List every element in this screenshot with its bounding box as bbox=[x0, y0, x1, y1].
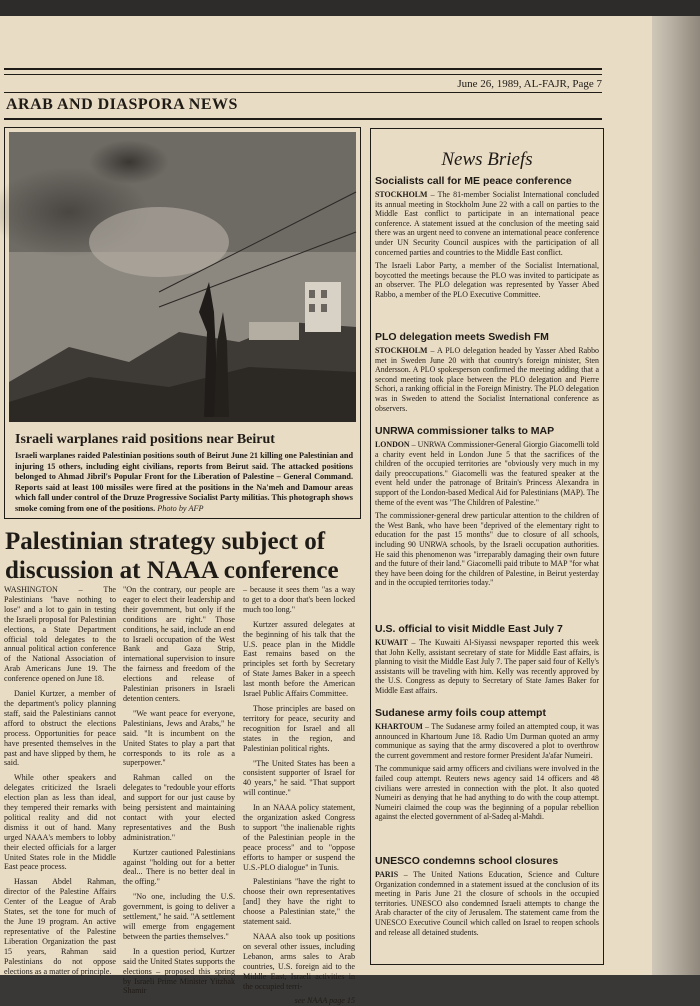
paragraph: While other speakers and delegates criticized the Israeli election plan as less than ideal, they tempered their remarks with political reality and did not dismiss it out of hand. Many urged NAAA's members to lobby their elected officials for a larger United States role in the Middle East peace process. bbox=[4, 773, 116, 872]
brief-unrwa bbox=[375, 425, 599, 592]
brief-paragraph: The commissioner-general drew particular attention to the children of the West Bank, who have been "deprived of the elementary right to education for the past 15 months" due to closure of all schools, including 90 UNRWA schools, by the Israeli occupation authorities. He said this phenomenon was "irreparably damaging their own future and the future of their land." Giacomelli paid tribute to MAP "for what they have been doing for the children of Palestine, in Beirut yesterday and in the occupied territories today." bbox=[375, 511, 599, 588]
brief-unesco bbox=[375, 855, 599, 941]
photo-caption bbox=[15, 451, 353, 515]
article-headline: Palestinian strategy subject of discussion at NAAA conference bbox=[5, 528, 339, 584]
paragraph: Kurtzer cautioned Palestinians against "holding out for a better deal... There is no better deal in the offing." bbox=[123, 847, 235, 887]
paragraph: "The United States has been a consistent supporter of Israel for 40 years," he said. "That support will continue." bbox=[243, 758, 355, 798]
brief-headline: U.S. official to visit Middle East July 7 bbox=[375, 623, 563, 635]
brief-dateline: STOCKHOLM bbox=[375, 190, 428, 199]
brief-plo-swedish-fm bbox=[375, 331, 599, 417]
section-rule bbox=[4, 118, 602, 120]
paragraph: In an NAAA policy statement, the organization asked Congress to support "the inalienable rights of the Palestinian people in the peace process" and to "oppose efforts to hamper or suspend the U.S.-PLO dialogue" in Tunis. bbox=[243, 803, 355, 872]
photo-caption-text: Israeli warplanes raided Palestinian positions south of Beirut June 21 killing one Palestinian and injuring 15 others, including eight civilians, reports from Beirut said. The attacked positions belonged to Ahmad Jibril's Popular Front for the Liberation of Palestine – General Command. Reports said at least 100 missiles were fired at the positions in the Na'meh and Damour areas which fall under control of the Druze Progressive Socialist Party militias. This photograph shows smoke coming from one of the positions. bbox=[15, 451, 353, 513]
paragraph: "We want peace for everyone, Palestinians, Jews and Arabs," he said. "It is incumbent on the United States to play a part that corresponds to its role as a superpower." bbox=[123, 708, 235, 768]
dateline: June 26, 1989, AL-FAJR, Page 7 bbox=[457, 78, 602, 90]
top-rule-thin bbox=[4, 74, 602, 75]
brief-headline: Sudanese army foils coup attempt bbox=[375, 707, 546, 719]
brief-dateline: PARIS bbox=[375, 870, 399, 879]
brief-headline: UNESCO condemns school closures bbox=[375, 855, 559, 867]
brief-headline: PLO delegation meets Swedish FM bbox=[375, 331, 549, 343]
paragraph: "No one, including the U.S. government, is going to deliver a settlement," he said. "A settlement will emerge from engagement between the parties themselves." bbox=[123, 892, 235, 941]
brief-headline: Socialists call for ME peace conference bbox=[375, 175, 572, 187]
paragraph: "On the contrary, our people are eager to elect their leadership and their government, but only if the conditions are right." Those conditions, he said, include an end to Israeli occupation of the West Bank and Gaza Strip, international supervision to insure the fairness and freedom of the elections and release of Palestinian prisoners in Israeli detention centers. bbox=[123, 585, 235, 703]
brief-text: – A PLO delegation headed by Yasser Abed Rabbo met in Sweden June 20 with that country's foreign minister, Sten Andersson. A PLO spokesperson confirmed the meeting adding that a second meeting took place between the PLO delegation and Pierre Schori, a ranking official in the Foreign Ministry. The PLO delegation was in Sweden to attend the Socialist International conference as observers. bbox=[375, 346, 599, 413]
brief-paragraph: The Israeli Labor Party, a member of the Socialist International, boycotted the meetings because the PLO was invited to participate as an observer. The PLO delegation was represented by Yasser Abed Rabbo, a member of the PLO Executive Committee. bbox=[375, 261, 599, 299]
brief-paragraph bbox=[375, 190, 599, 257]
paragraph: Palestinians "have the right to choose their own representatives [and] they have the right to choose a Palestinian state," the statement said. bbox=[243, 877, 355, 927]
brief-paragraph bbox=[375, 638, 599, 696]
brief-socialists bbox=[375, 175, 599, 304]
brief-text: – The United Nations Education, Science and Culture Organization condemned in a statement issued at the conclusion of its meeting in Paris June 21 the closure of schools in the occupied territories. UNESCO also condemned Israeli attempts to change the Arab character of the city of Jerusalem. The statement came from the UNESCO Executive Council which called on Israel to reopen schools and release all detained students. bbox=[375, 870, 599, 937]
photo-credit: Photo by AFP bbox=[157, 503, 204, 513]
brief-paragraph: The communique said army officers and civilians were involved in the failed coup attempt. Reuters news agency said 14 officers and 48 civilians were arrested in connection with the plot. It also quoted Numeiri as denying that he had anything to do with the coup attempt. Numeiri claimed the coup was the beginning of a popular rebellion against the elected government of al-Sadeq al-Mahdi. bbox=[375, 764, 599, 822]
paragraph: Daniel Kurtzer, a member of the department's policy planning staff, said the Palestinians cannot afford to obstruct the elections process. Opportunities for peace have presented themselves in the past and have slipped by them, he said. bbox=[4, 689, 116, 768]
brief-paragraph bbox=[375, 722, 599, 760]
photo-caption-headline: Israeli warplanes raid positions near Beirut bbox=[15, 432, 275, 447]
brief-dateline: KUWAIT bbox=[375, 638, 408, 647]
brief-paragraph bbox=[375, 870, 599, 937]
paragraph: Hassan Abdel Rahman, director of the Palestine Affairs Center of the League of Arab States, set the tone for much of the June 19 program. An active representative of the Palestine Liberation Organization the past 15 years, Rahman said Palestinians do not oppose elections as a matter of principle. bbox=[4, 877, 116, 976]
paragraph: In a question period, Kurtzer said the United States supports the elections – proposed this spring by Israeli Prime Minister Yitzhak Shamir bbox=[123, 946, 235, 996]
brief-sudan bbox=[375, 707, 599, 826]
brief-text: – The Sudanese army foiled an attempted coup, it was announced in Khartoum June 18. Radio Um Durman quoted an army communique as saying that the army discovered a plot to overthrow the current government and restore former President Ja'afar Numeiri. bbox=[375, 722, 599, 760]
photo-box bbox=[4, 127, 361, 519]
article-column-3 bbox=[243, 585, 355, 1006]
brief-paragraph bbox=[375, 440, 599, 507]
top-rule bbox=[4, 68, 602, 70]
paragraph: Those principles are based on territory for peace, security and recognition for Israel and all states in the region, and Palestinian political rights. bbox=[243, 703, 355, 753]
brief-text: – UNRWA Commissioner-General Giorgio Giacomelli told a charity event held in London June 5 that the sacrifices of the children of the occupied territories are "obviously very much in my daily preoccupations." Giacomelli was the featured speaker at the event held under the patronage of Britain's Princess Alexandra in support of the London-based Medical Aid for Palestinians (MAP). The theme of the event was "The Children of Palestine." bbox=[375, 440, 599, 507]
brief-headline: UNRWA commissioner talks to MAP bbox=[375, 425, 555, 437]
brief-text: – The Kuwaiti Al-Siyassi newspaper reported this week that John Kelly, assistant secretary of state for Middle East affairs, is planning to visit the Middle East July 7. The paper said four of Kelly's assistants will be traveling with him. Kelly was recently approved by the U.S. Congress as deputy to Secretary of State James Baker for Middle East affairs. bbox=[375, 638, 599, 695]
section-title: ARAB AND DIASPORA NEWS bbox=[6, 96, 238, 113]
brief-dateline: STOCKHOLM bbox=[375, 346, 428, 355]
news-briefs-title: News Briefs bbox=[441, 149, 533, 170]
photo-illustration bbox=[9, 132, 356, 422]
continued-line: see NAAA page 15 bbox=[294, 996, 355, 1006]
paragraph: WASHINGTON – The Palestinians "have nothing to lose" and a lot to gain in testing the Israeli proposal for Palestinian elections, a State Department official told delegates to the annual political action conference of the National Association of Arab Americans June 19. The conference opened on June 18. bbox=[4, 585, 116, 684]
paragraph: NAAA also took up positions on several other issues, including Lebanon, arms sales to Arab countries, U.S. foreign aid to the Middle East, Israeli activities in the occupied terri- bbox=[243, 932, 355, 991]
article-column-2 bbox=[123, 585, 235, 996]
brief-text: – The 81-member Socialist International concluded its annual meeting in Stockholm June 22 with a call on parties to the Middle East conflict to participate in an international peace conference. A statement issued at the conclusion of the meeting said there was an urgent need to convene an international peace conference under UN Security Council auspices with the participation of all concerned parties and countries to the Middle East conflict. bbox=[375, 190, 599, 257]
brief-dateline: LONDON bbox=[375, 440, 410, 449]
brief-paragraph bbox=[375, 346, 599, 413]
paragraph: – because it sees them "as a way to get to a door that's been locked much too long." bbox=[243, 585, 355, 614]
article-column-1 bbox=[4, 585, 116, 976]
news-briefs-box bbox=[370, 128, 604, 965]
paragraph: Rahman called on the delegates to "redouble your efforts and support for our just cause by being persistent and maintaining contact with your elected representatives and the Bush administration." bbox=[123, 773, 235, 842]
news-photo bbox=[9, 132, 356, 422]
brief-us-official bbox=[375, 623, 599, 700]
scan-top-edge bbox=[0, 0, 700, 16]
brief-dateline: KHARTOUM bbox=[375, 722, 423, 731]
page-edge-strip bbox=[652, 0, 700, 975]
dateline-rule bbox=[4, 92, 602, 93]
paragraph: Kurtzer assured delegates at the beginning of his talk that the U.S. peace plan in the Middle East remains based on the principles set forth by Secretary of State James Baker in a speech last month before the American Israel Public Affairs Committee. bbox=[243, 619, 355, 699]
